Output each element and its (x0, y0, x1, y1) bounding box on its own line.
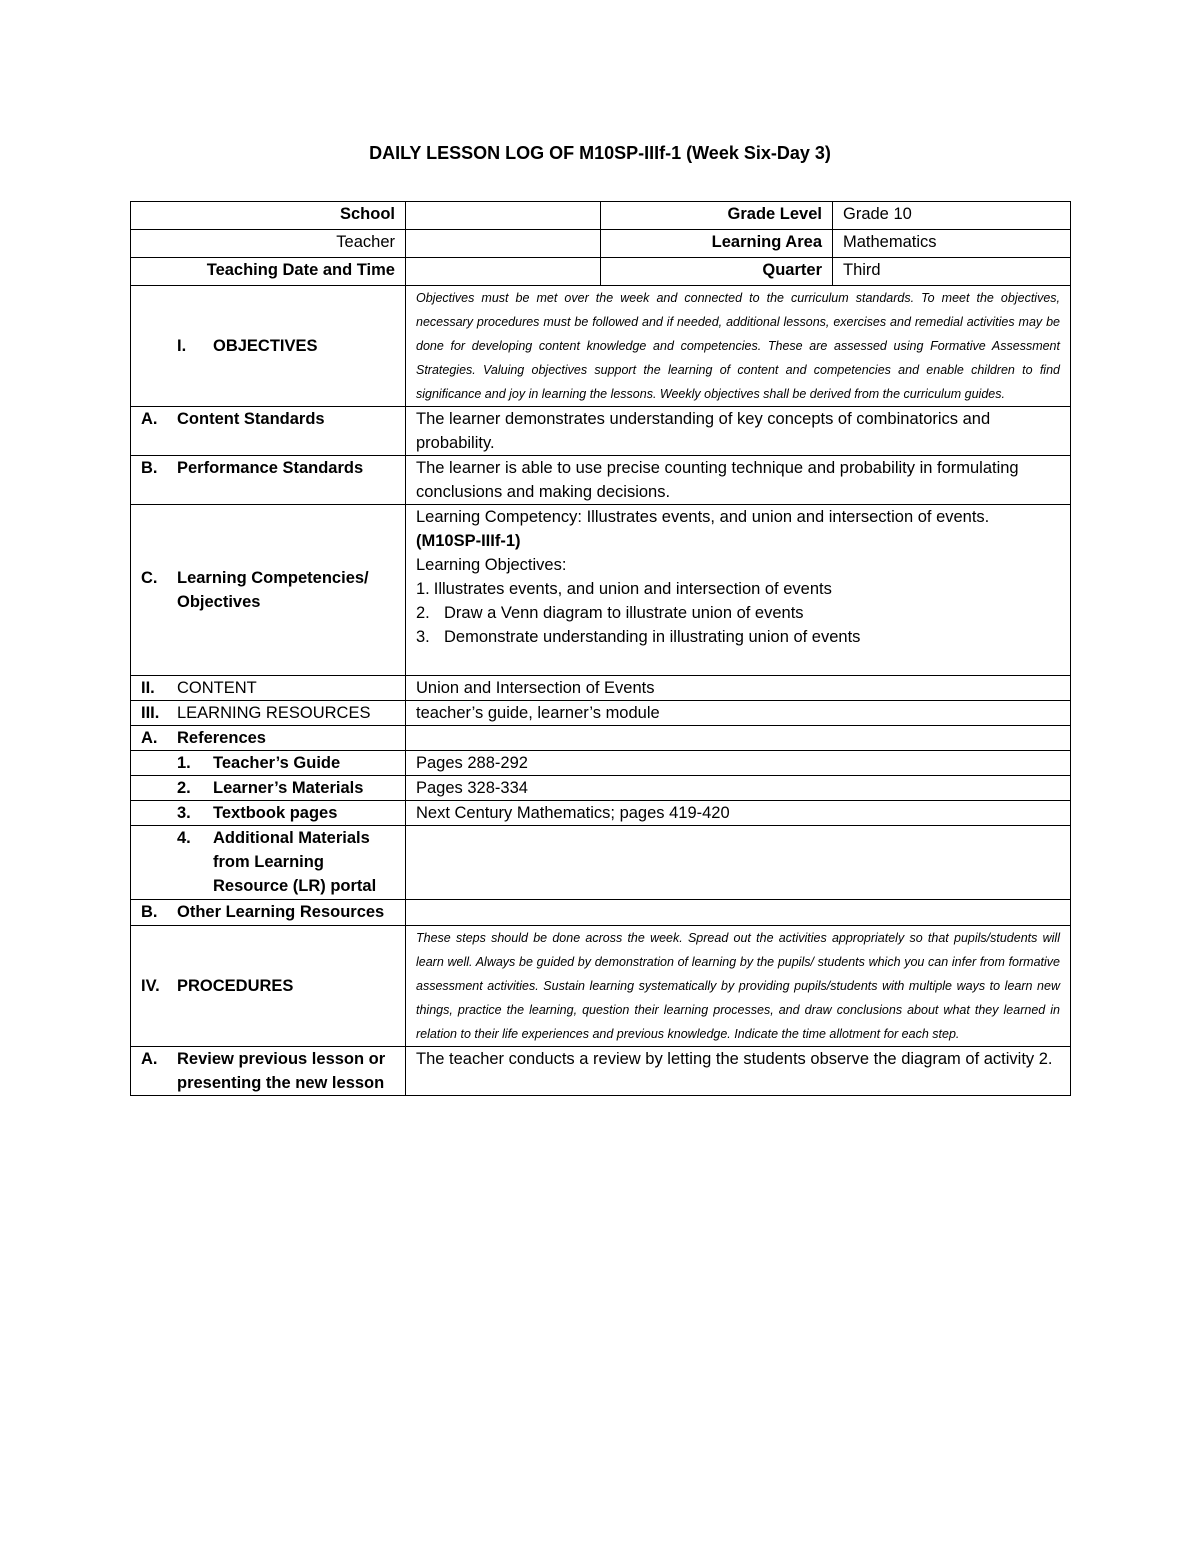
teaching-date-value (406, 258, 601, 286)
competencies-label-line1: Learning Competencies/ (177, 569, 369, 587)
row-school (131, 202, 1071, 230)
content-standards-num: A. (141, 410, 158, 428)
content-standards-value: The learner demonstrates understanding of key concepts of combinatorics and probability. (406, 407, 1071, 456)
objectives-num: I. (177, 337, 187, 355)
page-title: DAILY LESSON LOG OF M10SP-IIIf-1 (Week Six-Day 3) (369, 143, 831, 163)
competencies-label-cell (131, 505, 406, 676)
learning-objectives-list (416, 577, 1060, 649)
content-num: II. (141, 679, 155, 697)
other-resources-label-cell (131, 900, 406, 926)
review-label-cell (131, 1047, 406, 1096)
school-label: School (131, 202, 406, 230)
references-label: References (177, 729, 266, 747)
content-label-cell (131, 676, 406, 701)
row-objectives (131, 286, 1071, 407)
performance-standards-label-cell (131, 456, 406, 505)
row-references (131, 726, 1071, 751)
textbook-pages-value: Next Century Mathematics; pages 419-420 (406, 801, 1071, 826)
references-num: A. (141, 729, 158, 747)
row-review (131, 1047, 1071, 1096)
learning-resources-value: teacher’s guide, learner’s module (406, 701, 1071, 726)
content-standards-label-cell (131, 407, 406, 456)
content-standards-label: Content Standards (177, 410, 325, 428)
row-competencies (131, 505, 1071, 676)
other-resources-value (406, 900, 1071, 926)
learning-area-label: Learning Area (601, 230, 833, 258)
review-value: The teacher conducts a review by letting the students observe the diagram of activity 2. (406, 1047, 1071, 1096)
other-resources-num: B. (141, 903, 158, 921)
learning-resources-label-cell (131, 701, 406, 726)
content-value: Union and Intersection of Events (406, 676, 1071, 701)
references-value (406, 726, 1071, 751)
additional-materials-line2: from Learning (213, 853, 324, 871)
procedures-label: PROCEDURES (177, 977, 294, 995)
row-content (131, 676, 1071, 701)
review-label-line1: Review previous lesson or (177, 1050, 386, 1068)
learning-resources-num: III. (141, 704, 160, 722)
procedures-num: IV. (141, 977, 160, 995)
learning-competency-text: Learning Competency: Illustrates events, and union and intersection of events. (416, 508, 990, 526)
learning-resources-label: LEARNING RESOURCES (177, 704, 371, 722)
learning-area-value: Mathematics (833, 230, 1071, 258)
row-date (131, 258, 1071, 286)
row-procedures (131, 926, 1071, 1047)
learning-objectives-heading: Learning Objectives: (416, 556, 567, 574)
textbook-pages-label: Textbook pages (213, 804, 338, 822)
teachers-guide-label-cell (131, 751, 406, 776)
textbook-pages-num: 3. (177, 804, 191, 822)
additional-materials-label-cell (131, 826, 406, 900)
review-label-line2: presenting the new lesson (177, 1074, 385, 1092)
additional-materials-line3: Resource (LR) portal (213, 877, 377, 895)
quarter-value: Third (833, 258, 1071, 286)
additional-materials-line1: Additional Materials (213, 829, 370, 847)
row-teacher (131, 230, 1071, 258)
procedures-note: These steps should be done across the week. Spread out the activities appropriately so that pupils/students will learn well. Always be guided by demonstration of learning by the pupils/ students which you can infer from formative assessment activities. Sustain learning systematically by providing pupils/students with multiple ways to learn new things, practice the learning, question their learning processes, and draw conclusions about what they learned in relation to their life experiences and previous knowledge. Indicate the time allotment for each step. (406, 926, 1071, 1047)
additional-materials-num: 4. (177, 829, 191, 847)
performance-standards-label: Performance Standards (177, 459, 364, 477)
school-value (406, 202, 601, 230)
teaching-date-label: Teaching Date and Time (131, 258, 406, 286)
list-item: 1. Illustrates events, and union and intersection of events (416, 580, 832, 598)
competencies-num: C. (141, 569, 158, 587)
references-label-cell (131, 726, 406, 751)
row-other-resources (131, 900, 1071, 926)
teachers-guide-num: 1. (177, 754, 191, 772)
row-performance-standards (131, 456, 1071, 505)
other-resources-label: Other Learning Resources (177, 903, 385, 921)
learners-materials-label: Learner’s Materials (213, 779, 364, 797)
teachers-guide-label: Teacher’s Guide (213, 754, 341, 772)
row-textbook-pages (131, 801, 1071, 826)
row-additional-materials (131, 826, 1071, 900)
review-num: A. (141, 1050, 158, 1068)
textbook-pages-label-cell (131, 801, 406, 826)
objectives-label: OBJECTIVES (213, 337, 318, 355)
quarter-label: Quarter (601, 258, 833, 286)
competencies-label-line2: Objectives (177, 593, 261, 611)
row-learning-resources (131, 701, 1071, 726)
lesson-log-table (130, 201, 1071, 1096)
teacher-label: Teacher (131, 230, 406, 258)
learners-materials-num: 2. (177, 779, 191, 797)
row-learners-materials (131, 776, 1071, 801)
list-item: 2. Draw a Venn diagram to illustrate union of events (416, 604, 804, 622)
teacher-value (406, 230, 601, 258)
learners-materials-value: Pages 328-334 (406, 776, 1071, 801)
performance-standards-num: B. (141, 459, 158, 477)
objectives-label-cell (131, 286, 406, 407)
row-teachers-guide (131, 751, 1071, 776)
grade-level-value: Grade 10 (833, 202, 1071, 230)
competency-code: (M10SP-IIIf-1) (416, 532, 521, 550)
learners-materials-label-cell (131, 776, 406, 801)
content-label: CONTENT (177, 679, 257, 697)
objectives-note: Objectives must be met over the week and connected to the curriculum standards. To meet the objectives, necessary procedures must be followed and if needed, additional lessons, exercises and remedial activities may be done for developing content knowledge and competencies. These are assessed using Formative Assessment Strategies. Valuing objectives support the learning of content and competencies and enable children to find significance and joy in learning the lessons. Weekly objectives shall be derived from the curriculum guides. (406, 286, 1071, 407)
performance-standards-value: The learner is able to use precise counting technique and probability in formulating conclusions and making decisions. (406, 456, 1071, 505)
competencies-value-cell (406, 505, 1071, 676)
row-content-standards (131, 407, 1071, 456)
grade-level-label: Grade Level (601, 202, 833, 230)
additional-materials-value (406, 826, 1071, 900)
list-item: 3. Demonstrate understanding in illustrating union of events (416, 628, 861, 646)
procedures-label-cell (131, 926, 406, 1047)
teachers-guide-value: Pages 288-292 (406, 751, 1071, 776)
